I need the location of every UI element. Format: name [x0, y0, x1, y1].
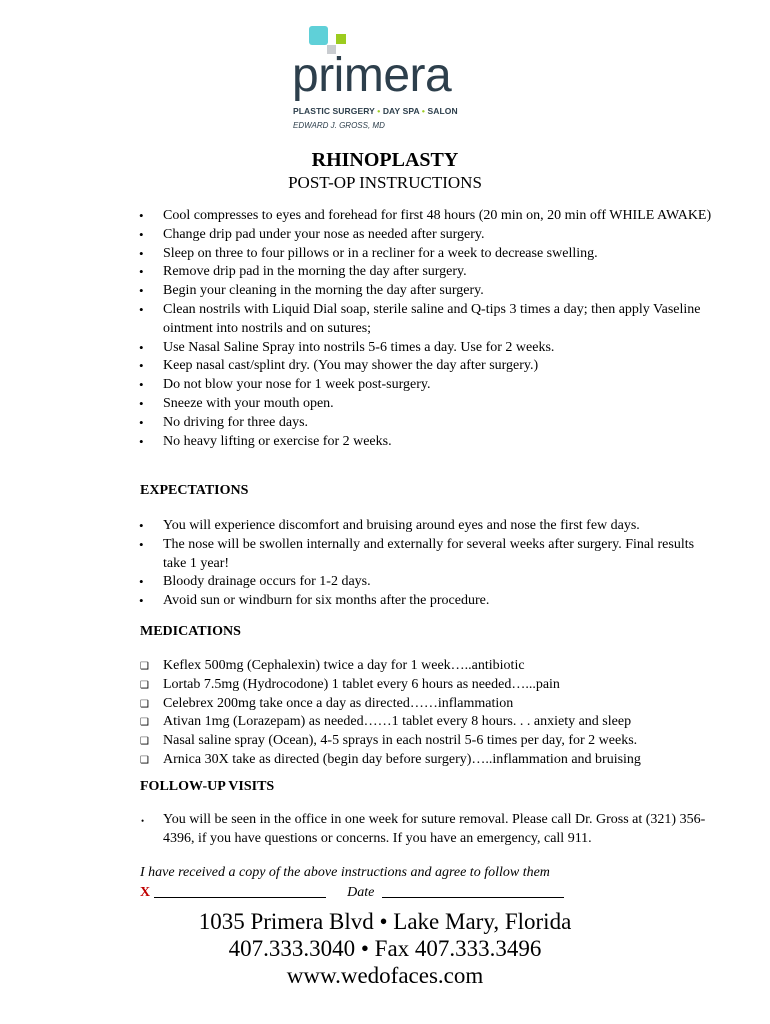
list-item: • You will experience discomfort and bruising around eyes and nose the first few days. — [137, 517, 717, 536]
logo-square-cyan — [309, 26, 328, 45]
list-item: • No heavy lifting or exercise for 2 weeks. — [137, 433, 717, 452]
page-subtitle: POST-OP INSTRUCTIONS — [288, 173, 482, 192]
list-item: • The nose will be swollen internally and externally for several weeks after surgery. Final results take 1 year! — [137, 536, 717, 574]
medication-item: ❑ Arnica 30X take as directed (begin day before surgery)…..inflammation and bruising — [137, 751, 717, 770]
list-item: • Change drip pad under your nose as needed after surgery. — [137, 226, 717, 245]
instructions-list — [137, 207, 717, 451]
list-item: • Begin your cleaning in the morning the day after surgery. — [137, 282, 717, 301]
signature-field[interactable] — [154, 883, 326, 898]
list-item: • Cool compresses to eyes and forehead for first 48 hours (20 min on, 20 min off WHILE AWAKE) — [137, 207, 717, 226]
logo-tagline — [293, 106, 458, 116]
tagline-part: SALON — [427, 106, 458, 116]
footer-address: 1035 Primera Blvd • Lake Mary, Florida — [198, 909, 572, 934]
medication-item: ❑ Celebrex 200mg take once a day as directed……inflammation — [137, 695, 717, 714]
medication-item: ❑ Nasal saline spray (Ocean), 4-5 sprays in each nostril 5-6 times per day, for 2 weeks. — [137, 732, 717, 751]
expectations-list — [137, 517, 717, 611]
date-label: Date — [347, 885, 375, 900]
logo-square-lime — [336, 34, 346, 44]
list-item: • No driving for three days. — [137, 414, 717, 433]
list-item: • Bloody drainage occurs for 1-2 days. — [137, 573, 717, 592]
list-item: • Remove drip pad in the morning the day after surgery. — [137, 263, 717, 282]
acknowledgement-text: I have received a copy of the above instructions and agree to follow them — [140, 865, 550, 880]
footer-website[interactable]: www.wedofaces.com — [286, 963, 484, 988]
tagline-part: DAY SPA — [382, 106, 420, 116]
expectations-heading: EXPECTATIONS — [140, 483, 249, 498]
list-item: • Do not blow your nose for 1 week post-surgery. — [137, 376, 717, 395]
list-item: • Sneeze with your mouth open. — [137, 395, 717, 414]
logo-doctor: EDWARD J. GROSS, MD — [293, 121, 385, 130]
tagline-separator: • — [377, 106, 381, 116]
medications-list — [137, 657, 717, 770]
medication-item: ❑ Ativan 1mg (Lorazepam) as needed……1 tablet every 8 hours. . . anxiety and sleep — [137, 713, 717, 732]
tagline-part: PLASTIC SURGERY — [293, 106, 375, 116]
list-item: • Clean nostrils with Liquid Dial soap, sterile saline and Q-tips 3 times a day; then apply Vaseline ointment into nostrils and on sutures; — [137, 301, 717, 339]
date-field[interactable] — [382, 883, 564, 898]
page-title: RHINOPLASTY — [311, 149, 459, 171]
primera-logo — [292, 24, 492, 134]
footer-phone: 407.333.3040 • Fax 407.333.3496 — [228, 936, 542, 961]
medications-heading: MEDICATIONS — [140, 624, 241, 639]
medication-item: ❑ Lortab 7.5mg (Hydrocodone) 1 tablet every 6 hours as needed…...pain — [137, 676, 717, 695]
tagline-separator: • — [421, 106, 425, 116]
followup-heading: FOLLOW-UP VISITS — [140, 779, 275, 794]
signature-mark: X — [140, 885, 151, 900]
list-item: • Sleep on three to four pillows or in a recliner for a week to decrease swelling. — [137, 245, 717, 264]
signature-line — [140, 883, 564, 901]
list-item: • Avoid sun or windburn for six months after the procedure. — [137, 592, 717, 611]
list-item: • You will be seen in the office in one week for suture removal. Please call Dr. Gross at (321) 356-4396, if you have questions or concerns. If you have an emergency, call 911. — [137, 811, 717, 849]
medication-item: ❑ Keflex 500mg (Cephalexin) twice a day for 1 week…..antibiotic — [137, 657, 717, 676]
followup-list — [137, 811, 717, 849]
list-item: • Keep nasal cast/splint dry. (You may shower the day after surgery.) — [137, 357, 717, 376]
list-item: • Use Nasal Saline Spray into nostrils 5-6 times a day. Use for 2 weeks. — [137, 339, 717, 358]
logo-brand: primera — [292, 49, 452, 102]
